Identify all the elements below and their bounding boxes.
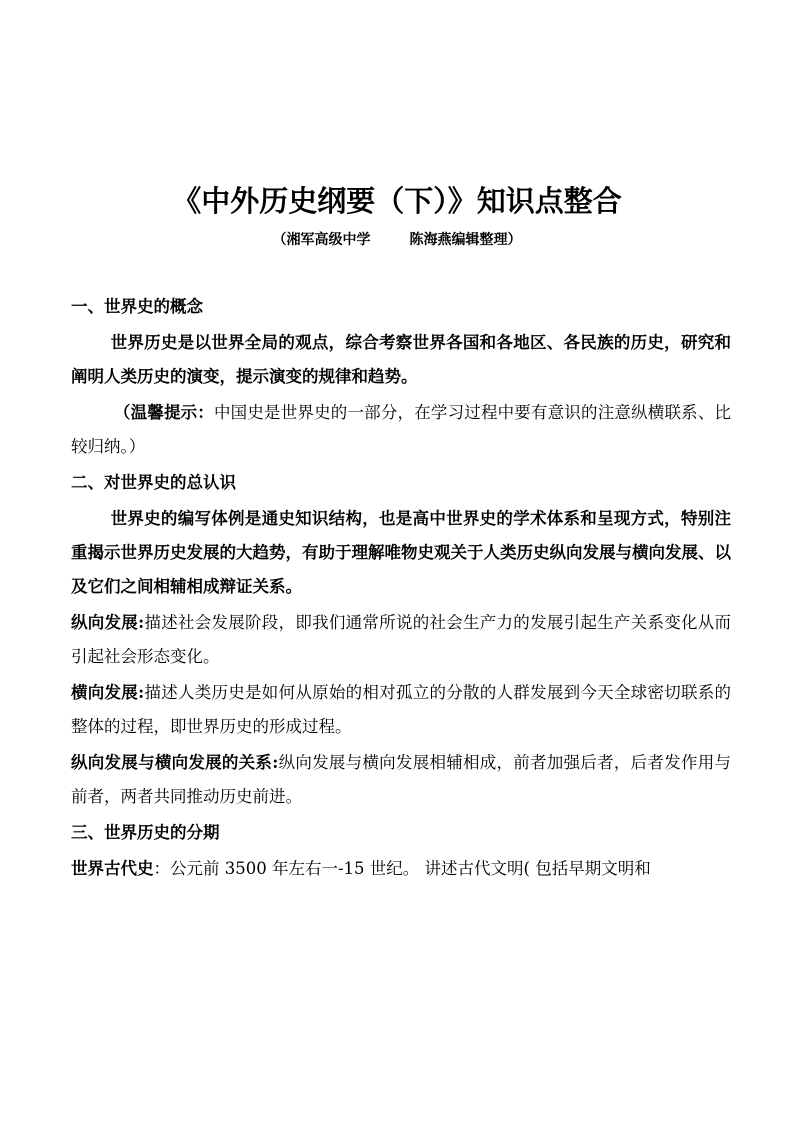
hint-text: 中国史是世界史的一部分，在学习过程中要有意识的注意纵横联系、比较归纳。） bbox=[71, 403, 732, 456]
hint-label: （温馨提示： bbox=[113, 403, 214, 422]
ancient-history-label: 世界古代史 bbox=[71, 859, 154, 878]
section-heading-1: 一、世界史的概念 bbox=[71, 297, 203, 316]
horizontal-development-label: 横向发展: bbox=[71, 683, 145, 702]
relation-label: 纵向发展与横向发展的关系: bbox=[71, 753, 279, 772]
relation-paragraph bbox=[71, 746, 731, 814]
page-subtitle: （湘军高级中学 陈海燕编辑整理） bbox=[272, 232, 522, 248]
section-heading-2: 二、对世界史的总认识 bbox=[71, 473, 236, 492]
section-1-paragraph: 世界历史是以世界全局的观点，综合考察世界各国和各地区、各民族的历史，研究和阐明人类历史的演变，提示演变的规律和趋势。 bbox=[71, 333, 731, 386]
ancient-history-paragraph bbox=[71, 852, 731, 886]
relation-text: 纵向发展与横向发展相辅相成，前者加强后者，后者发作用与前者，两者共同推动历史前进。 bbox=[71, 753, 732, 806]
section-heading-3: 三、世界历史的分期 bbox=[71, 823, 220, 842]
page-title: 《中外历史纲要（下）》知识点整合 bbox=[172, 184, 622, 218]
vertical-development-paragraph bbox=[71, 606, 731, 674]
document-body bbox=[71, 290, 731, 888]
vertical-development-label: 纵向发展: bbox=[71, 613, 145, 632]
ancient-history-text: ：公元前 3500 年左右一-15 世纪。 讲述古代文明( 包括早期文明和 bbox=[153, 859, 651, 878]
vertical-development-text: 描述社会发展阶段，即我们通常所说的社会生产力的发展引起生产关系变化从而引起社会形态变化。 bbox=[71, 613, 732, 666]
horizontal-development-paragraph bbox=[71, 676, 731, 744]
horizontal-development-text: 描述人类历史是如何从原始的相对孤立的分散的人群发展到今天全球密切联系的整体的过程，即世界历史的形成过程。 bbox=[71, 683, 732, 736]
section-2-paragraph: 世界史的编写体例是通史知识结构，也是高中世界史的学术体系和呈现方式，特别注重揭示世界历史发展的大趋势，有助于理解唯物史观关于人类历史纵向发展与横向发展、以及它们之间相辅相成辩证关系。 bbox=[71, 509, 731, 596]
hint-paragraph bbox=[71, 396, 731, 464]
